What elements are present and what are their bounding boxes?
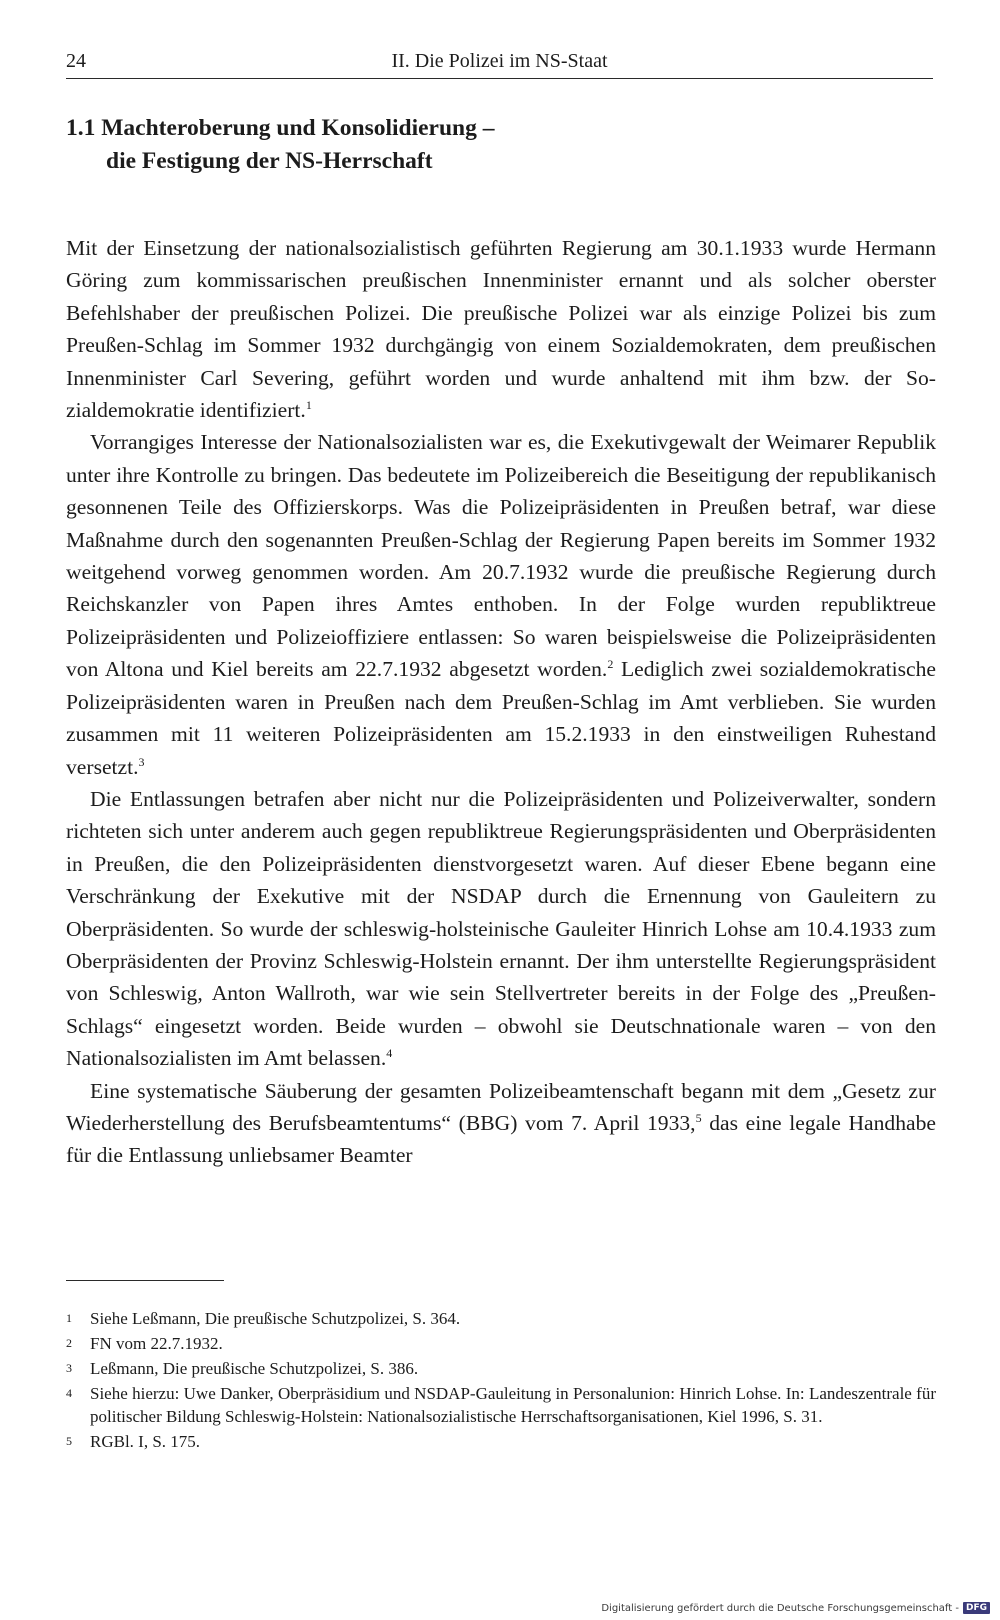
watermark-text: Digitalisierung gefördert durch die Deutsche Forschungsgemeinschaft - xyxy=(601,1602,959,1614)
footnote-number: 5 xyxy=(66,1433,72,1448)
footnote-divider xyxy=(66,1280,224,1281)
section-heading xyxy=(66,112,886,178)
page-number: 24 xyxy=(66,50,86,72)
footnote-ref: 4 xyxy=(386,1046,393,1061)
footnote-text: Leßmann, Die preußische Schutzpolizei, S. 386. xyxy=(90,1359,419,1378)
footnote-text: RGBl. I, S. 175. xyxy=(90,1431,201,1451)
footnote-text: Siehe hierzu: Uwe Danker, Oberpräsidium und NSDAP-Gauleitung in Personalunion: Hinrich Lohse. In: Landeszentrale für politischer Bildung Schleswig-Holstein: Nationalsozialistische Herrschaftsorganisationen, Kiel 1996, S. 31. xyxy=(90,1384,936,1426)
footnote-ref: 3 xyxy=(138,754,145,769)
footnote-number: 4 xyxy=(66,1386,72,1400)
footnote xyxy=(66,1431,936,1454)
section-heading-line-2: die Festigung der NS-Herrschaft xyxy=(106,148,433,174)
paragraph-text: Eine systematische Säuberung der gesamten Polizeibeamtenschaft begann mit dem „Gesetz zur Wiederherstellung des Berufsbeamtentums“ (BBG) vom 7. April 1933, xyxy=(66,1078,936,1135)
running-head xyxy=(66,48,933,79)
paragraph-text: Die Entlassungen betrafen aber nicht nur die Polizeipräsidenten und Polizeiverwalter, sondern richteten sich unter anderem auch gegen republiktreue Regierungspräsidenten und Oberpräsidenten in Preußen, die den Polizeipräsidenten dienstvorgesetzt waren. Auf dieser Ebene begann eine Verschränkung der Exekutive mit der NSDAP durch die Ernennung von Gauleitern zu Oberpräsidenten. So wurde der schleswig-holsteinische Gauleiter Hinrich Lohse am 10.4.1933 zum Oberpräsidenten der Provinz Schleswig-Holstein ernannt. Der ihm unterstellte Regierungspräsident von Schleswig, Anton Wallroth, war wie sein Stellvertreter bereits in der Folge des „Preußen-Schlags“ eingesetzt worden. Beide wurden – obwohl sie Deutschnationale waren – von den Nationalsozialisten im Amt belassen. xyxy=(66,786,936,1071)
footnote-ref: 2 xyxy=(607,657,614,672)
footnote-ref: 5 xyxy=(695,1110,702,1125)
footnote-ref: 1 xyxy=(305,398,312,413)
running-title: II. Die Polizei im NS-Staat xyxy=(391,50,608,72)
digitization-watermark xyxy=(601,1602,990,1614)
paragraph-text: Mit der Einsetzung der nationalsozialistisch geführten Regierung am 30.1.1933 wurde Hermann Göring zum kommissarischen preußischen Innenminister ernannt und als solcher oberster Befehlshaber der preußischen Polizei. Die preußische Polizei war als einzige Polizei bis zum Preußen-Schlag im Sommer 1932 durchgängig von einem Sozialdemokraten, dem preußischen Innenminister Carl Severing, geführt worden und wurde anhaltend mit ihm bzw. der Sozialdemokratie identifiziert. xyxy=(66,236,936,423)
footnote-number: 3 xyxy=(66,1361,72,1375)
footnote xyxy=(66,1383,936,1428)
footnote-number: 2 xyxy=(66,1336,72,1350)
body-text xyxy=(66,232,936,1172)
paragraph xyxy=(66,1075,936,1172)
footnote xyxy=(66,1333,936,1356)
footnote-number: 1 xyxy=(66,1311,72,1325)
footnote-text: Siehe Leßmann, Die preußische Schutzpolizei, S. 364. xyxy=(90,1309,461,1328)
paragraph-text: Vorrangiges Interesse der Nationalsozialisten war es, die Exekutivgewalt der Weimarer Republik unter ihre Kontrolle zu bringen. Das bedeutete im Polizeibereich die Beseitigung der republikanisch gesonnenen Teile des Offizierskorps. Was die Polizeipräsidenten in Preußen betraf, war diese Maßnahme durch den sogenannten Preußen-Schlag der Regierung Papen bereits im Sommer 1932 weitgehend vorweg genommen worden. Am 20.7.1932 wurde die preußische Regierung durch Reichskanzler von Papen ihres Amtes enthoben. In der Folge wurden republiktreue Polizeipräsidenten und Polizeioffiziere entlassen: So waren beispielsweise die Polizeipräsidenten von Altona und Kiel bereits am 22.7.1932 abgesetzt worden. xyxy=(66,430,936,682)
footnotes xyxy=(66,1308,936,1456)
section-heading-line-1: 1.1 Machteroberung und Konsolidierung – xyxy=(66,115,495,141)
footnote xyxy=(66,1358,936,1381)
footnote-text: FN vom 22.7.1932. xyxy=(90,1334,223,1353)
paragraph-text: das eine legale Handhabe für die Entlassung unliebsamer Beamter xyxy=(66,1110,936,1168)
dfg-logo-icon: DFG xyxy=(963,1602,990,1614)
paragraph xyxy=(66,426,936,782)
paragraph xyxy=(66,232,936,426)
footnote xyxy=(66,1308,936,1331)
paragraph xyxy=(66,783,936,1075)
paragraph-text: Lediglich zwei sozialdemokratische Polizeipräsidenten waren in Preußen nach dem Preußen-Schlag im Amt verblieben. Sie wurden zusammen mit 11 weiteren Polizeipräsidenten am 15.2.1933 in den einstweiligen Ruhestand versetzt. xyxy=(66,657,936,779)
